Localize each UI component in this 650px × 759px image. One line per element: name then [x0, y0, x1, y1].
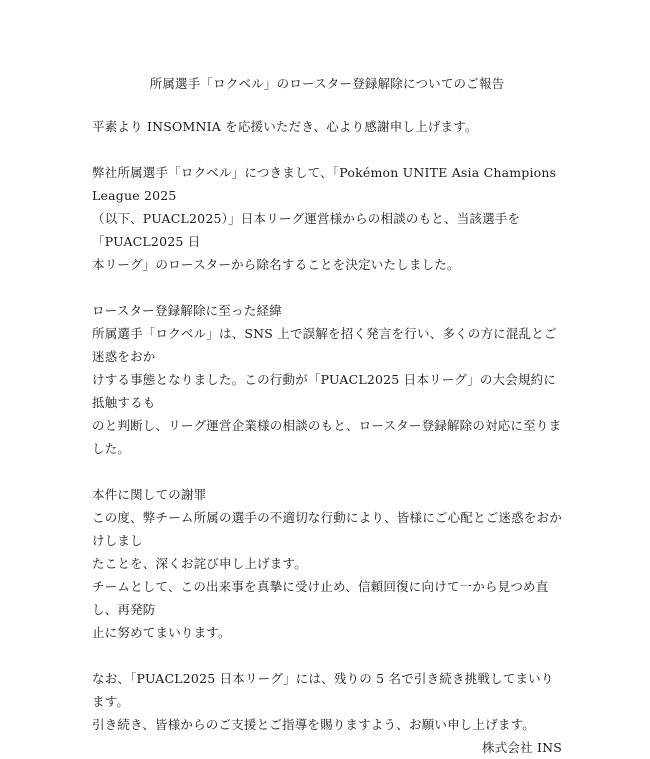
announcement-line: 本リーグ」のロースターから除名することを決定いたしました。: [92, 257, 460, 272]
apology-heading: 本件に関しての謝罪: [92, 487, 207, 502]
apology-line: 止に努めてまいります。: [92, 625, 231, 640]
announcement-line: （以下、PUACL2025）」日本リーグ運営様からの相談のもと、当該選手を「PUACL2025 日: [92, 211, 521, 249]
reason-line: けする事態となりました。この行動が「PUACL2025 日本リーグ」の大会規約に抵触するも: [92, 372, 557, 410]
reason-line: 所属選手「ロクベル」は、SNS 上で誤解を招く発言を行い、多くの方に混乱とご迷惑をおか: [92, 326, 557, 364]
closing-paragraph: [92, 667, 562, 759]
reason-section: [92, 299, 562, 460]
apology-line: この度、弊チーム所属の選手の不適切な行動により、皆様にご心配とご迷惑をおかけしまし: [92, 510, 562, 548]
company-signature: 株式会社 INS: [481, 740, 562, 755]
greeting-paragraph: [92, 115, 562, 138]
reason-heading: ロースター登録解除に至った経緯: [92, 303, 282, 318]
apology-section: [92, 483, 562, 644]
announcement-document: [92, 72, 562, 759]
reason-line: のと判断し、リーグ運営企業様の相談のもと、ロースター登録解除の対応に至りました。: [92, 418, 562, 456]
greeting-line: 平素より INSOMNIA を応援いただき、心より感謝申し上げます。: [92, 119, 478, 134]
apology-line: たことを、深くお詫び申し上げます。: [92, 556, 307, 571]
announcement-paragraph: [92, 161, 562, 276]
announcement-line: 弊社所属選手「ロクベル」につきまして、「Pokémon UNITE Asia Champions League 2025: [92, 165, 557, 203]
closing-line: なお、「PUACL2025 日本リーグ」には、残りの 5 名で引き続き挑戦してまいります。: [92, 671, 554, 709]
document-title: 所属選手「ロクベル」のロースター登録解除についてのご報告: [149, 76, 505, 91]
closing-line: 引き続き、皆様からのご支援とご指導を賜りますよう、お願い申し上げます。: [92, 717, 536, 732]
apology-line: チームとして、この出来事を真摯に受け止め、信頼回復に向けて一から見つめ直し、再発防: [92, 579, 549, 617]
